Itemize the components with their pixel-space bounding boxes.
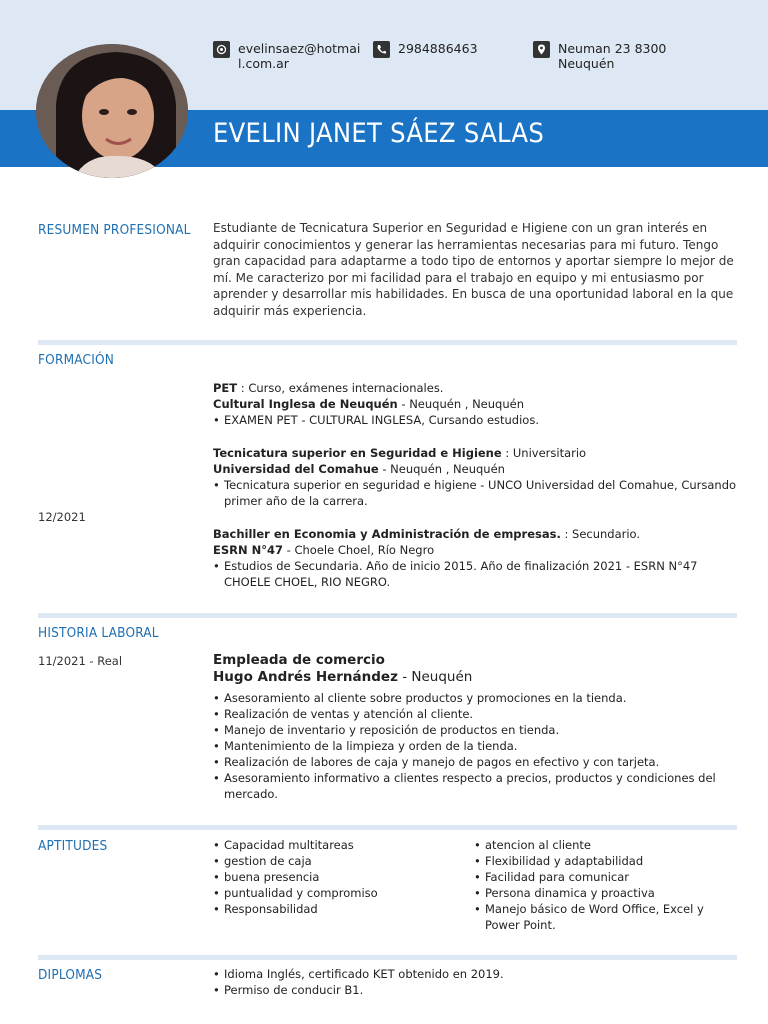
skill-item: • Facilidad para comunicar — [474, 869, 739, 885]
job-bullet: • Asesoramiento informativo a clientes respecto a precios, productos y condiciones del mercado. — [213, 770, 743, 802]
degree-type: : Curso, exámenes internacionales. — [237, 381, 444, 395]
aptitudes-col-1 — [213, 837, 468, 917]
formacion-date: 12/2021 — [38, 510, 86, 524]
candidate-name: EVELIN JANET SÁEZ SALAS — [213, 118, 545, 149]
degree-type: : Universitario — [501, 446, 587, 460]
section-title-aptitudes: APTITUDES — [38, 838, 108, 854]
address-text: Neuman 23 8300 Neuquén — [558, 41, 667, 71]
job-bullet: • Realización de ventas y atención al cliente. — [213, 706, 743, 722]
employer-location: - Neuquén — [397, 669, 473, 685]
school-location: - Choele Choel, Río Negro — [283, 543, 435, 557]
employer-name: Hugo Andrés Hernández — [213, 669, 398, 685]
formacion-bullet: • EXAMEN PET - CULTURAL INGLESA, Cursando estudios. — [213, 412, 743, 428]
contact-email[interactable] — [213, 41, 360, 71]
job-bullet: • Mantenimiento de la limpieza y orden de la tienda. — [213, 738, 743, 754]
degree-name: Tecnicatura superior en Seguridad e Higiene — [213, 446, 502, 460]
email-text: evelinsaez@hotmai l.com.ar — [238, 41, 361, 71]
school-location: - Neuquén , Neuquén — [378, 462, 505, 476]
job-date: 11/2021 - Real — [38, 654, 123, 668]
section-title-resumen: RESUMEN PROFESIONAL — [38, 222, 191, 238]
job-bullet: • Manejo de inventario y reposición de productos en tienda. — [213, 722, 743, 738]
section-divider — [38, 613, 737, 618]
skill-item: • Responsabilidad — [213, 901, 468, 917]
section-divider — [38, 340, 737, 345]
school-name: Cultural Inglesa de Neuquén — [213, 397, 398, 411]
diploma-item: • Permiso de conducir B1. — [213, 982, 743, 998]
degree-type: : Secundario. — [560, 527, 641, 541]
skill-item: • Flexibilidad y adaptabilidad — [474, 853, 739, 869]
location-pin-icon — [533, 41, 550, 58]
formacion-item — [213, 526, 743, 590]
school-name: ESRN N°47 — [213, 543, 283, 557]
school-name: Universidad del Comahue — [213, 462, 379, 476]
skill-item: • gestion de caja — [213, 853, 468, 869]
diploma-item: • Idioma Inglés, certificado KET obtenido en 2019. — [213, 966, 743, 982]
section-title-historia: HISTORIA LABORAL — [38, 625, 159, 641]
formacion-item — [213, 380, 743, 428]
formacion-bullet: • Tecnicatura superior en seguridad e higiene - UNCO Universidad del Comahue, Cursando primer año de la carrera. — [213, 477, 743, 509]
skill-item: • buena presencia — [213, 869, 468, 885]
phone-text: 2984886463 — [398, 41, 478, 56]
contact-address — [533, 41, 666, 71]
profile-photo — [36, 44, 188, 178]
skill-item: • Persona dinamica y proactiva — [474, 885, 739, 901]
contact-phone[interactable] — [373, 41, 478, 58]
formacion-bullet: • Estudios de Secundaria. Año de inicio 2015. Año de finalización 2021 - ESRN N°47 CHOELE CHOEL, RIO NEGRO. — [213, 558, 743, 590]
section-title-diplomas: DIPLOMAS — [38, 967, 103, 983]
job-title: Empleada de comercio — [213, 652, 385, 668]
degree-name: PET — [213, 381, 238, 395]
phone-icon — [373, 41, 390, 58]
resumen-text: Estudiante de Tecnicatura Superior en Seguridad e Higiene con un gran interés en adquirir conocimientos y generar las herramientas necesarias para mi futuro. Tengo gran capacidad para adaptarme a todo tipo de entornos y aportar siempre lo mejor de mí. Me caracterizo por mi facilidad para el trabajo en equipo y mi entusiasmo por aprender y desarrollar mis habilidades. En busca de una oportunidad laboral en la que adquirir más experiencia. — [213, 221, 734, 318]
formacion-item — [213, 445, 743, 509]
job-entry — [213, 652, 743, 802]
job-bullet: • Asesoramiento al cliente sobre productos y promociones en la tienda. — [213, 690, 743, 706]
skill-item: • atencion al cliente — [474, 837, 739, 853]
section-divider — [38, 955, 737, 960]
at-sign-icon — [213, 41, 230, 58]
skill-item: • puntualidad y compromiso — [213, 885, 468, 901]
job-bullet: • Realización de labores de caja y manejo de pagos en efectivo y con tarjeta. — [213, 754, 743, 770]
aptitudes-col-2 — [474, 837, 739, 933]
section-divider — [38, 825, 737, 830]
skill-item: • Capacidad multitareas — [213, 837, 468, 853]
section-title-formacion: FORMACIÓN — [38, 352, 115, 368]
degree-name: Bachiller en Economia y Administración de empresas. — [213, 527, 561, 541]
diplomas-list — [213, 966, 743, 998]
school-location: - Neuquén , Neuquén — [397, 397, 524, 411]
skill-item: • Manejo básico de Word Office, Excel y Power Point. — [474, 901, 739, 933]
